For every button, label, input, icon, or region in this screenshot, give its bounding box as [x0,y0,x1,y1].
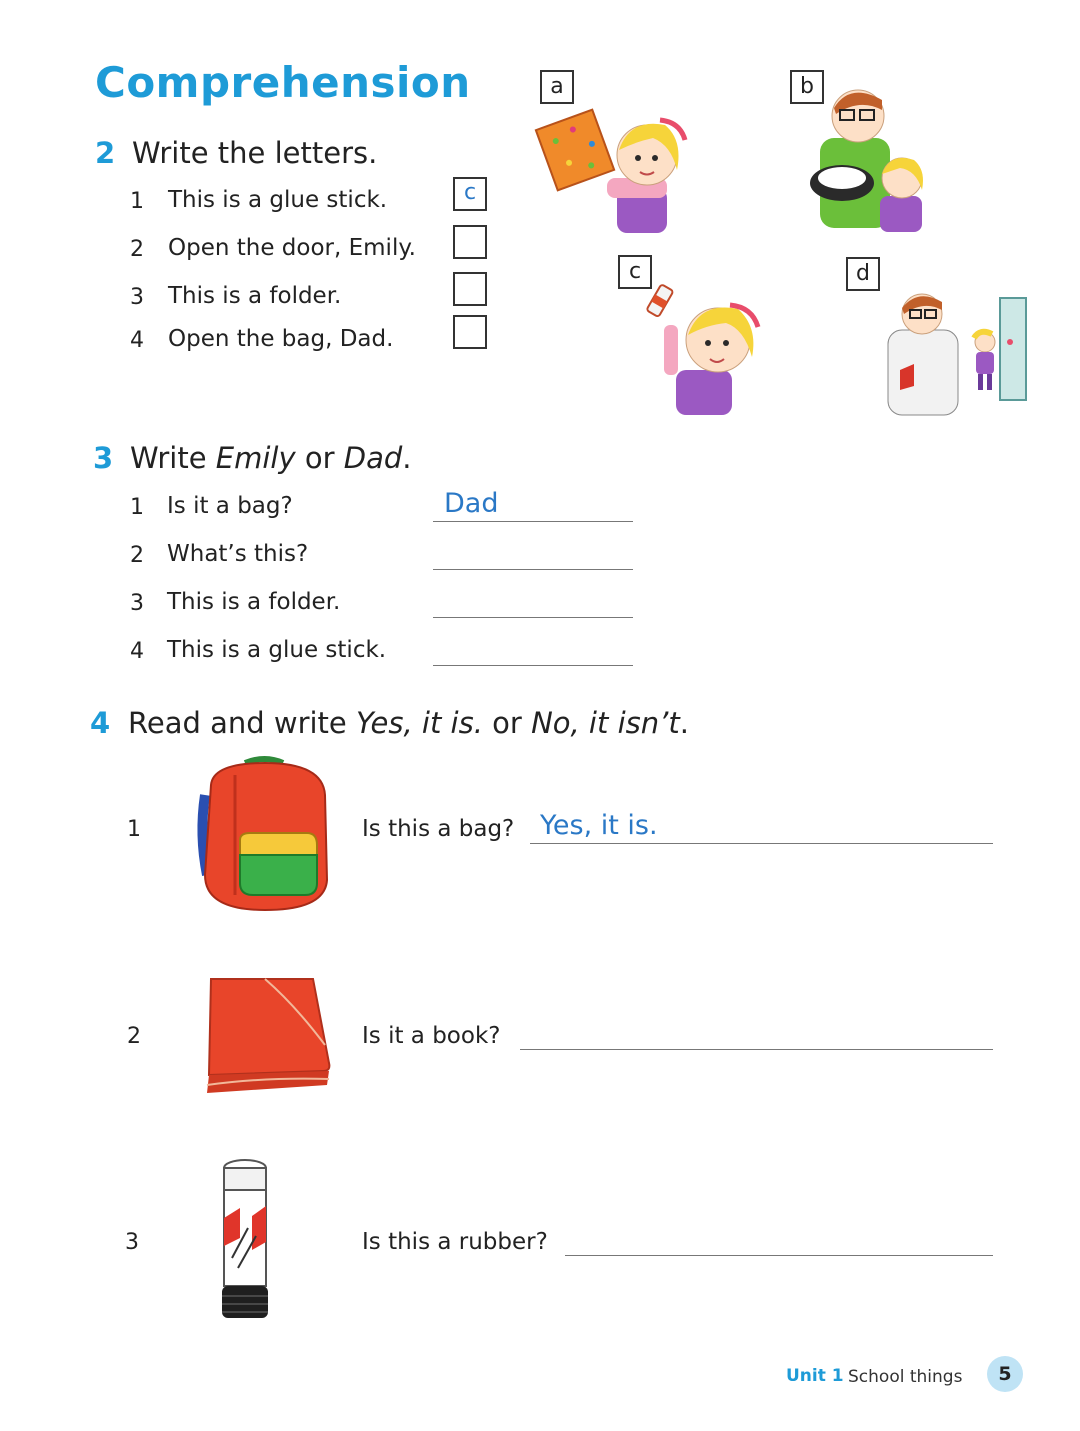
ex3-item-number: 4 [130,639,144,664]
ex2-answer-box[interactable]: c [453,177,487,211]
picture-label-d: d [846,257,880,291]
exercise-2-heading: Write the letters. [132,136,378,170]
ex3-item-text: What’s this? [167,541,309,567]
ex3-heading-part: . [402,441,412,475]
folder-picture [205,975,335,1100]
ex4-question: Is it a book? [362,1023,501,1049]
ex2-item-number: 1 [130,189,144,214]
ex3-answer-line[interactable] [433,617,633,618]
ex2-item-number: 4 [130,328,144,353]
ex3-item-text: This is a folder. [167,589,341,615]
ex4-question: Is this a bag? [362,816,515,842]
exercise-2-number: 2 [95,136,116,170]
ex2-answer-box[interactable] [453,315,487,349]
ex3-answer-line[interactable] [433,665,633,666]
ex2-item-text: Open the bag, Dad. [168,326,394,352]
ex3-answer-line[interactable] [433,569,633,570]
exercise-3-number: 3 [93,441,114,475]
ex3-item-text: This is a glue stick. [167,637,387,663]
exercise-4-number: 4 [90,706,111,740]
ex4-question: Is this a rubber? [362,1229,548,1255]
picture-label-b: b [790,70,824,104]
ex2-answer-box[interactable] [453,225,487,259]
ex4-heading-yes: Yes, it is. [356,706,483,740]
ex4-answer-line[interactable] [565,1255,993,1256]
ex2-item-number: 2 [130,237,144,262]
ex3-heading-emily: Emily [215,441,296,475]
ex3-item-number: 3 [130,591,144,616]
ex4-heading-part: Read and write [128,706,356,740]
glue-stick-picture [218,1158,273,1323]
footer-topic: School things [848,1367,963,1387]
picture-label-a: a [540,70,574,104]
ex3-heading-dad: Dad [343,441,403,475]
footer-unit: Unit 1 [786,1366,844,1386]
exercise-4-heading [128,706,689,740]
picture-b-dad-with-bag [790,78,950,238]
picture-c-girl-with-glue-stick [640,285,765,415]
ex4-item-number: 3 [125,1230,139,1255]
exercise-3-heading [130,441,412,475]
ex3-item-number: 2 [130,543,144,568]
ex3-heading-part: Write [130,441,216,475]
ex4-answer: Yes, it is. [540,810,658,841]
page-number: 5 [987,1356,1023,1392]
ex4-answer-line[interactable] [520,1049,993,1050]
ex4-heading-part: or [482,706,532,740]
ex3-item-text: Is it a bag? [167,493,293,519]
picture-a-girl-with-folder [535,100,695,235]
ex4-item-number: 2 [127,1024,141,1049]
ex2-item-text: This is a glue stick. [168,187,388,213]
ex2-item-text: Open the door, Emily. [168,235,416,261]
ex2-item-text: This is a folder. [168,283,342,309]
ex3-answer-line[interactable] [433,521,633,522]
page-title: Comprehension [95,58,471,107]
backpack-picture [195,755,335,915]
ex2-item-number: 3 [130,285,144,310]
ex4-heading-part: . [679,706,689,740]
ex3-heading-part: or [295,441,344,475]
ex2-answer-box[interactable] [453,272,487,306]
ex3-item-number: 1 [130,495,144,520]
ex4-item-number: 1 [127,817,141,842]
ex3-answer: Dad [444,488,499,519]
ex4-answer-line[interactable] [530,843,993,844]
ex4-heading-no: No, it isn’t [531,706,680,740]
picture-d-girl-opening-door [870,290,1030,420]
picture-label-c: c [618,255,652,289]
